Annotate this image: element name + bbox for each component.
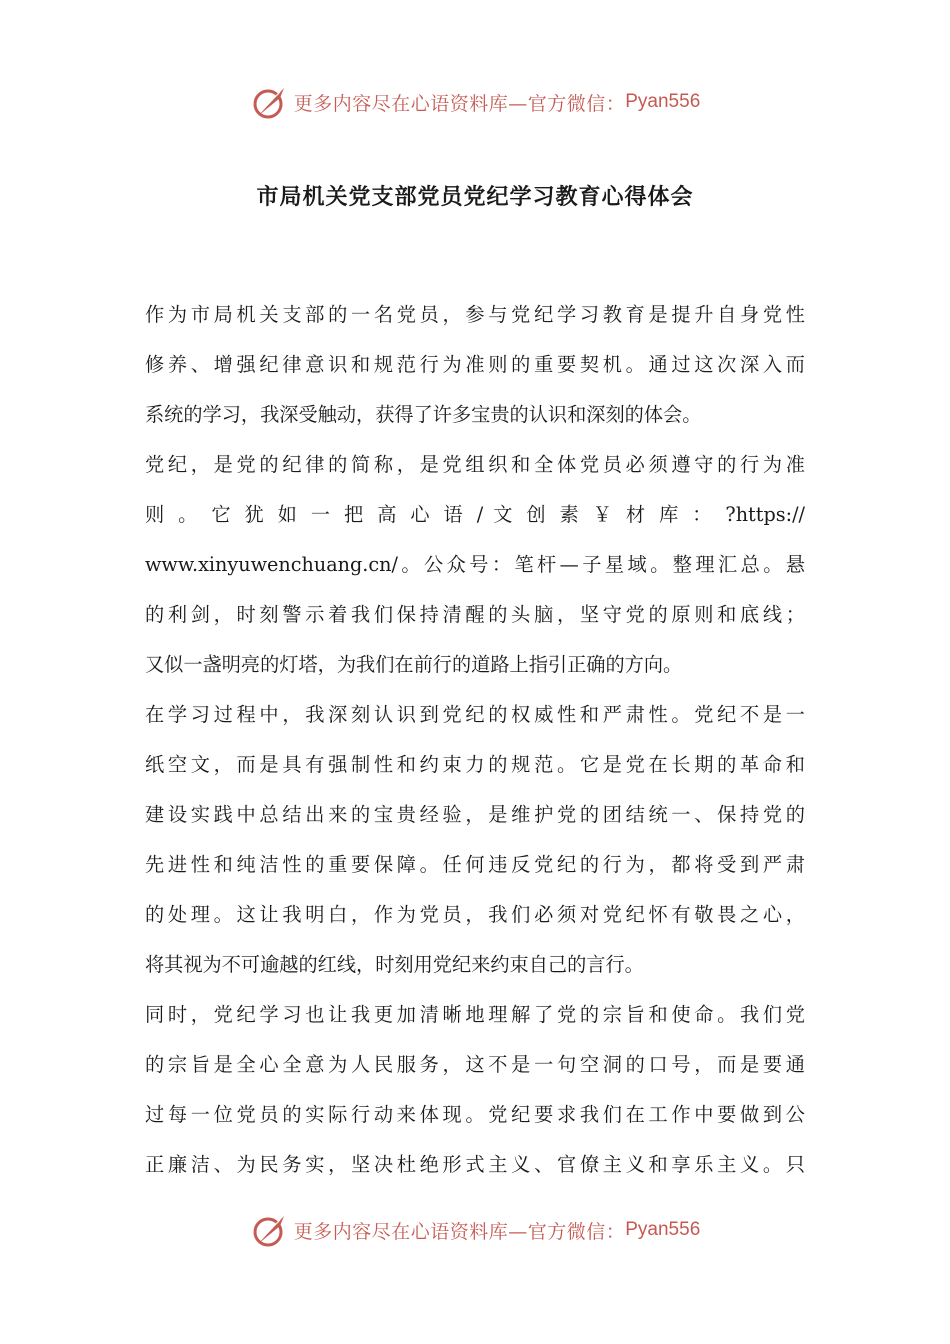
watermark-header bbox=[0, 80, 950, 124]
text-line: 先进性和纯洁性的重要保障。任何违反党纪的行为，都将受到严肃 bbox=[145, 853, 805, 876]
text-line: 正廉洁、为民务实，坚决杜绝形式主义、官僚主义和享乐主义。只 bbox=[145, 1153, 805, 1176]
text-line: 将其视为不可逾越的红线，时刻用党纪来约束自己的言行。 bbox=[145, 953, 644, 976]
quill-logo-icon bbox=[250, 82, 290, 122]
text-line: 建设实践中总结出来的宝贵经验，是维护党的团结统一、保持党的 bbox=[145, 803, 805, 826]
watermark-wechat-id: Pyan556 bbox=[625, 1219, 701, 1240]
text-line: 过每一位党员的实际行动来体现。党纪要求我们在工作中要做到公 bbox=[145, 1103, 805, 1126]
text-line: 的利剑，时刻警示着我们保持清醒的头脑，坚守党的原则和底线； bbox=[145, 603, 805, 626]
document-body bbox=[145, 290, 805, 1190]
text-line: 则 。 它 犹 如 一 把 高 心 语 / 文 创 素 ￥ 材 库 ： ?https:// bbox=[145, 503, 805, 526]
text-line: 的宗旨是全心全意为人民服务，这不是一句空洞的口号，而是要通 bbox=[145, 1053, 805, 1076]
watermark-wechat-id: Pyan556 bbox=[625, 91, 701, 112]
quill-logo-icon bbox=[250, 1210, 290, 1250]
watermark-text: 更多内容尽在心语资料库—官方微信： bbox=[293, 92, 626, 115]
watermark-footer bbox=[0, 1208, 950, 1252]
text-line: 在学习过程中，我深刻认识到党纪的权威性和严肃性。党纪不是一 bbox=[145, 703, 805, 726]
text-line: 的处理。这让我明白，作为党员，我们必须对党纪怀有敬畏之心， bbox=[145, 903, 805, 926]
text-line: 系统的学习，我深受触动，获得了许多宝贵的认识和深刻的体会。 bbox=[145, 403, 702, 426]
text-line: 同时，党纪学习也让我更加清晰地理解了党的宗旨和使命。我们党 bbox=[145, 1003, 805, 1026]
text-line: 又似一盏明亮的灯塔，为我们在前行的道路上指引正确的方向。 bbox=[145, 653, 683, 676]
watermark-text: 更多内容尽在心语资料库—官方微信： bbox=[293, 1220, 626, 1243]
text-line: 党纪，是党的纪律的简称，是党组织和全体党员必须遵守的行为准 bbox=[145, 453, 805, 476]
text-line: 修养、增强纪律意识和规范行为准则的重要契机。通过这次深入而 bbox=[145, 353, 805, 376]
text-line: www.xinyuwenchuang.cn/。公众号：笔杆—子星域。整理汇总。悬 bbox=[145, 553, 805, 576]
document-title: 市局机关党支部党员党纪学习教育心得体会 bbox=[256, 184, 694, 210]
text-line: 纸空文，而是具有强制性和约束力的规范。它是党在长期的革命和 bbox=[145, 753, 805, 776]
text-line: 作为市局机关支部的一名党员，参与党纪学习教育是提升自身党性 bbox=[145, 303, 805, 326]
